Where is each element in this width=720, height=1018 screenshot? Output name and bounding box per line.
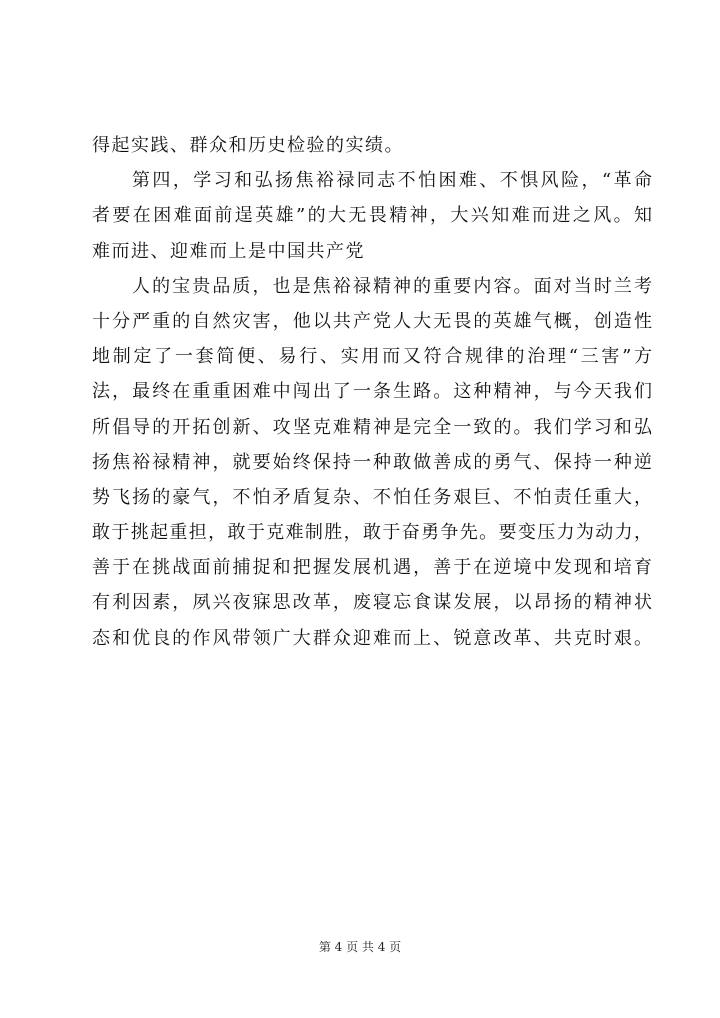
text-line: 态和优良的作风带领广大群众迎难而上、锐意改革、共克时艰。 — [92, 627, 652, 649]
text-line: 地制定了一套简便、易行、实用而又符合规律的治理“三害”方 — [92, 346, 652, 368]
text-line: 扬焦裕禄精神，就要始终保持一种敢做善成的勇气、保持一种逆 — [92, 451, 652, 473]
text-line: 所倡导的开拓创新、攻坚克难精神是完全一致的。我们学习和弘 — [92, 416, 652, 438]
body-text — [92, 128, 652, 656]
text-line: 人的宝贵品质，也是焦裕禄精神的重要内容。面对当时兰考 — [132, 275, 652, 297]
text-line: 善于在挑战面前捕捉和把握发展机遇，善于在逆境中发现和培育 — [92, 557, 652, 579]
text-line: 得起实践、群众和历史检验的实绩。 — [92, 135, 404, 156]
text-line: 难而进、迎难而上是中国共产党 — [92, 240, 365, 262]
text-line: 者要在困难面前逞英雄”的大无畏精神，大兴知难而进之风。知 — [92, 205, 652, 227]
text-line: 法，最终在重重困难中闯出了一条生路。这种精神，与今天我们 — [92, 381, 652, 403]
text-line: 势飞扬的豪气，不怕矛盾复杂、不怕任务艰巨、不怕责任重大， — [92, 486, 652, 508]
page-footer: 第 4 页 共 4 页 — [318, 940, 402, 954]
text-line: 第四，学习和弘扬焦裕禄同志不怕困难、不惧风险，“革命 — [132, 170, 652, 192]
text-line: 十分严重的自然灾害，他以共产党人大无畏的英雄气概，创造性 — [92, 310, 652, 332]
text-line: 敢于挑起重担，敢于克难制胜，敢于奋勇争先。要变压力为动力， — [92, 522, 652, 544]
text-line: 有利因素，夙兴夜寐思改革，废寝忘食谋发展，以昂扬的精神状 — [92, 592, 652, 614]
